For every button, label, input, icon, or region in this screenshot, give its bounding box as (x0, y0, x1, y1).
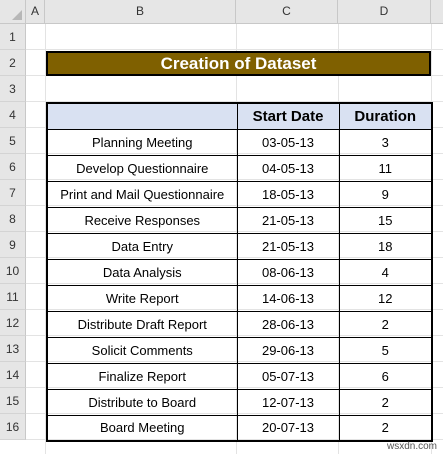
task-cell[interactable]: Data Entry (47, 233, 237, 259)
row-header[interactable]: 3 (0, 76, 26, 102)
table-row (47, 129, 432, 155)
task-cell[interactable]: Develop Questionnaire (47, 155, 237, 181)
row-header[interactable]: 2 (0, 50, 26, 76)
task-cell[interactable]: Print and Mail Questionnaire (47, 181, 237, 207)
start-date-cell[interactable]: 21-05-13 (237, 233, 339, 259)
task-cell[interactable]: Solicit Comments (47, 337, 237, 363)
row-header[interactable]: 9 (0, 232, 26, 258)
task-cell[interactable]: Distribute Draft Report (47, 311, 237, 337)
row-header[interactable]: 15 (0, 388, 26, 414)
duration-cell[interactable]: 2 (339, 415, 432, 441)
table-header-row (47, 103, 432, 129)
row-header[interactable]: 12 (0, 310, 26, 336)
column-headers (26, 0, 443, 24)
duration-cell[interactable]: 18 (339, 233, 432, 259)
row-header[interactable]: 5 (0, 128, 26, 154)
table-row (47, 311, 432, 337)
table-row (47, 285, 432, 311)
duration-cell[interactable]: 3 (339, 129, 432, 155)
task-cell[interactable]: Board Meeting (47, 415, 237, 441)
row-header[interactable]: 16 (0, 414, 26, 440)
start-date-cell[interactable]: 05-07-13 (237, 363, 339, 389)
row-header[interactable]: 4 (0, 102, 26, 128)
start-date-cell[interactable]: 08-06-13 (237, 259, 339, 285)
column-header-c[interactable]: C (236, 0, 338, 23)
select-all-corner[interactable] (0, 0, 26, 24)
duration-cell[interactable]: 15 (339, 207, 432, 233)
duration-cell[interactable]: 6 (339, 363, 432, 389)
table-row (47, 259, 432, 285)
gridline (26, 49, 443, 50)
duration-cell[interactable]: 11 (339, 155, 432, 181)
duration-cell[interactable]: 2 (339, 311, 432, 337)
header-cell-task[interactable] (47, 103, 237, 129)
column-header-b[interactable]: B (45, 0, 236, 23)
start-date-cell[interactable]: 04-05-13 (237, 155, 339, 181)
start-date-cell[interactable]: 21-05-13 (237, 207, 339, 233)
column-header-e-partial[interactable] (431, 0, 443, 23)
row-header[interactable]: 8 (0, 206, 26, 232)
table-row (47, 181, 432, 207)
watermark: wsxdn.com (386, 441, 437, 452)
table-row (47, 363, 432, 389)
start-date-cell[interactable]: 20-07-13 (237, 415, 339, 441)
start-date-cell[interactable]: 14-06-13 (237, 285, 339, 311)
row-headers (0, 24, 26, 440)
task-cell[interactable]: Receive Responses (47, 207, 237, 233)
start-date-cell[interactable]: 18-05-13 (237, 181, 339, 207)
duration-cell[interactable]: 12 (339, 285, 432, 311)
row-header[interactable]: 14 (0, 362, 26, 388)
start-date-cell[interactable]: 28-06-13 (237, 311, 339, 337)
row-header[interactable]: 7 (0, 180, 26, 206)
table-row (47, 233, 432, 259)
start-date-cell[interactable]: 29-06-13 (237, 337, 339, 363)
table-row (47, 155, 432, 181)
task-cell[interactable]: Planning Meeting (47, 129, 237, 155)
task-cell[interactable]: Write Report (47, 285, 237, 311)
task-cell[interactable]: Finalize Report (47, 363, 237, 389)
column-header-d[interactable]: D (338, 0, 431, 23)
duration-cell[interactable]: 4 (339, 259, 432, 285)
start-date-cell[interactable]: 12-07-13 (237, 389, 339, 415)
header-cell-duration[interactable]: Duration (339, 103, 432, 129)
task-cell[interactable]: Data Analysis (47, 259, 237, 285)
row-header[interactable]: 1 (0, 24, 26, 50)
table-row (47, 415, 432, 441)
select-all-triangle-icon (12, 10, 22, 20)
row-header[interactable]: 11 (0, 284, 26, 310)
table-row (47, 207, 432, 233)
row-header[interactable]: 6 (0, 154, 26, 180)
table-row (47, 337, 432, 363)
header-cell-start-date[interactable]: Start Date (237, 103, 339, 129)
dataset-table (46, 102, 433, 442)
row-header[interactable]: 13 (0, 336, 26, 362)
duration-cell[interactable]: 2 (339, 389, 432, 415)
table-row (47, 389, 432, 415)
start-date-cell[interactable]: 03-05-13 (237, 129, 339, 155)
column-header-a[interactable]: A (26, 0, 45, 23)
duration-cell[interactable]: 9 (339, 181, 432, 207)
duration-cell[interactable]: 5 (339, 337, 432, 363)
dataset-title-cell[interactable]: Creation of Dataset (46, 51, 431, 76)
task-cell[interactable]: Distribute to Board (47, 389, 237, 415)
row-header[interactable]: 10 (0, 258, 26, 284)
